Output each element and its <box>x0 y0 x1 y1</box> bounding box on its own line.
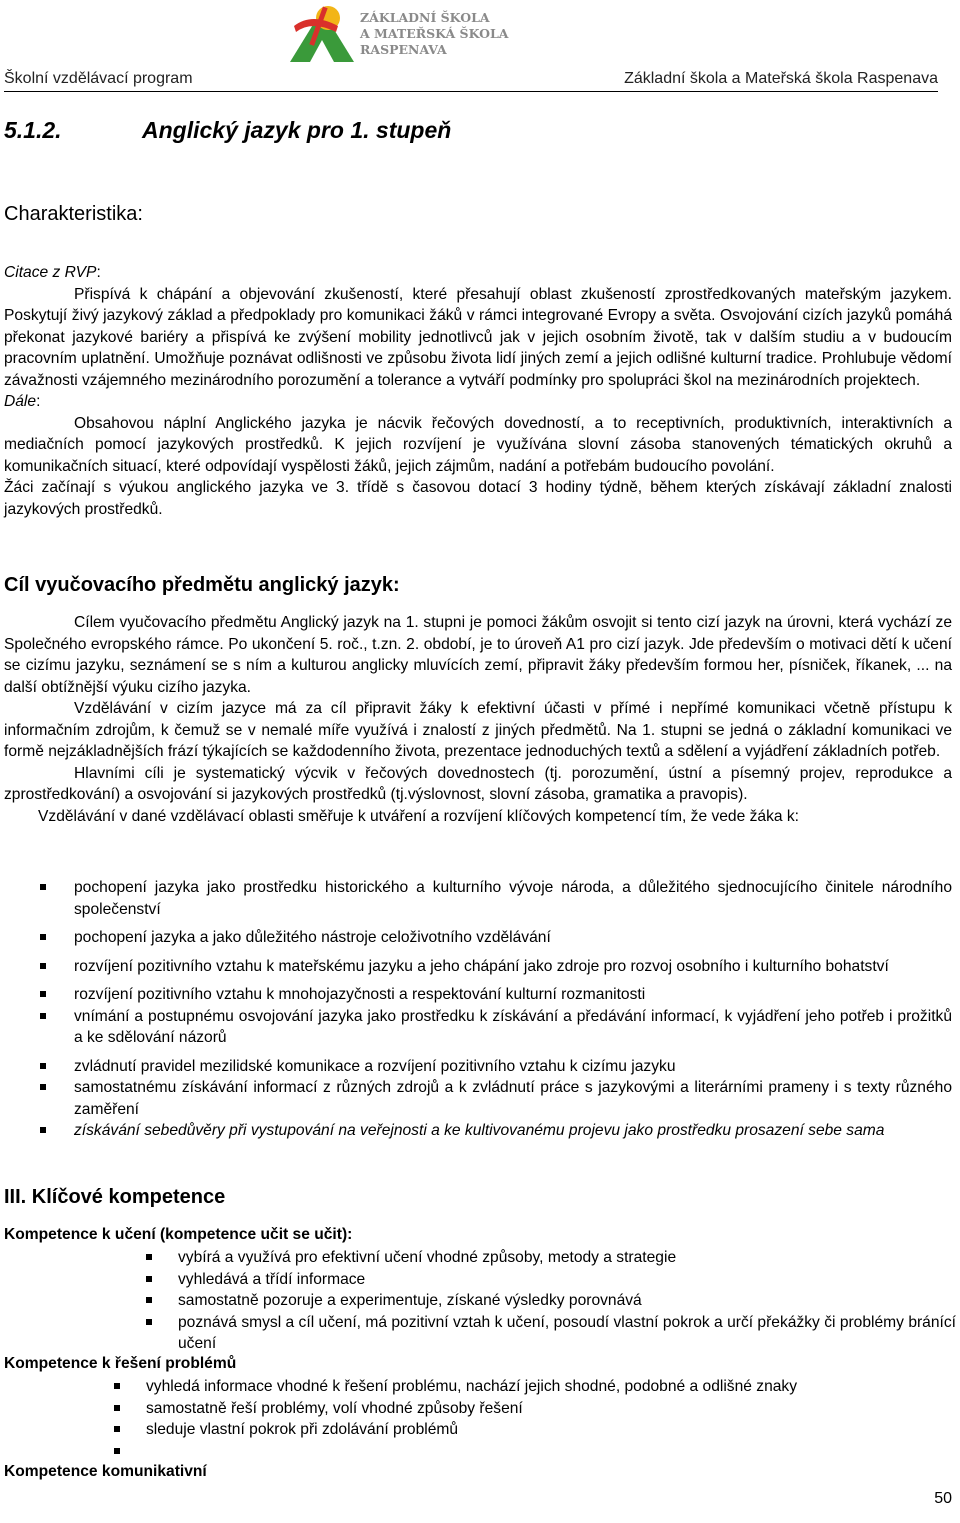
list-item: vyhledá informace vhodné k řešení problému, nachází jejich shodné, podobné a odlišné znaky <box>88 1376 956 1398</box>
section-title <box>4 117 451 144</box>
list-item <box>88 1441 956 1463</box>
list-item: pochopení jazyka a jako důležitého nástroje celoživotního vzdělávání <box>4 927 952 949</box>
citation-label: Citace z RVP <box>4 264 97 281</box>
goal-list <box>4 877 952 1149</box>
bullet-icon <box>40 1084 46 1090</box>
start-paragraph: Žáci začínají s výukou anglického jazyka ve 3. třídě s časovou dotací 3 hodiny týdně, během kterých získávají základní znalosti jazykových prostředků. <box>4 479 952 518</box>
list-item: samostatně pozoruje a experimentuje, získané výsledky porovnává <box>120 1290 956 1312</box>
list-item: získávání sebedůvěry při vystupování na veřejnosti a ke kultivovanému projevu jako prostředku prosazení sebe sama <box>4 1120 952 1142</box>
list-item: sleduje vlastní pokrok při zdolávání problémů <box>88 1419 956 1441</box>
bullet-icon <box>114 1448 120 1454</box>
section-number: 5.1.2. <box>4 117 62 143</box>
bullet-icon <box>114 1426 120 1432</box>
goal-paragraph-3: Hlavními cíli je systematický výcvik v řečových dovednostech (tj. porozumění, ústní a písemný projev, reprodukce a zprostředkování) a osvojování si jazykových prostředků (tj.výslovnost, slovní zásoba, gramatika a pravopis). <box>4 764 952 803</box>
bullet-icon <box>40 1063 46 1069</box>
logo-emblem-icon <box>282 2 362 72</box>
goal-lead: Vzdělávání v dané vzdělávací oblasti směřuje k utváření a rozvíjení klíčových kompetencí tím, že vede žáka k: <box>38 807 799 825</box>
further-label-line: Dále: <box>4 393 41 410</box>
list-item: vyhledává a třídí informace <box>120 1269 956 1291</box>
goal-paragraph-2: Vzdělávání v cizím jazyce má za cíl připravit žáky k efektivní účasti v přímé i nepřímé komunikaci včetně přístupu k informačním zdrojům, k čemuž se v nemalé míře využívá i znalostí z jiných předmětů. Na 1. stupni se jedná o základní komunikaci ve formě nejzákladnějších frází týkajících se každodenního života, prezentace jednoduchých textů a sdělení a vyjádření základních potřeb. <box>4 700 952 760</box>
bullet-icon <box>146 1297 152 1303</box>
citation-label-line: Citace z RVP: <box>4 264 101 281</box>
competences-heading: III. Klíčové kompetence <box>4 1186 226 1208</box>
bullet-icon <box>40 1127 46 1133</box>
rvp-paragraph: Přispívá k chápání a objevování zkušeností, které přesahují oblast zkušeností zprostředkovaných mateřským jazykem. Poskytují živý jazykový základ a předpoklady pro komunikaci žáků v rámci integrované Evropy a světa. Osvojování cizích jazyků pomáhá překonat jazykové bariéry a přispívá ke zvýšení mobility jednotlivců jak v jejich osobním životě, tak v dalším studiu a v budoucím pracovním uplatnění. Umožňuje poznávat odlišnosti ve způsobu života lidí jiných zemí a jejich odlišné kulturní tradice. Prohlubuje vědomí závažnosti vzájemného mezinárodního porozumění a tolerance a vytváří podmínky pro spolupráci škol na mezinárodních projektech. <box>4 285 952 389</box>
list-item: pochopení jazyka jako prostředku historického a kulturního vývoje národa, a důležitého sjednocujícího činitele národního společenství <box>4 877 952 920</box>
logo-line-2: A MATEŘSKÁ ŠKOLA <box>360 26 509 41</box>
list-item: rozvíjení pozitivního vztahu k mateřskému jazyku a jeho chápání jako zdroje pro rozvoj osobního i kulturního bohatství <box>4 956 952 978</box>
bullet-icon <box>114 1405 120 1411</box>
list-item: zvládnutí pravidel mezilidské komunikace a rozvíjení pozitivního vztahu k cizímu jazyku <box>4 1056 952 1078</box>
bullet-icon <box>40 934 46 940</box>
bullet-icon <box>40 1013 46 1019</box>
list-item: samostatnému získávání informací z různých zdrojů a k zvládnutí práce s jazykovými a literárními prameny i s texty různého zaměření <box>4 1077 952 1120</box>
characteristics-heading: Charakteristika: <box>4 203 143 225</box>
header-school-name: Základní škola a Mateřská škola Raspenava <box>624 70 938 87</box>
bullet-icon <box>40 884 46 890</box>
characteristics-body <box>4 262 952 520</box>
header-divider <box>4 91 938 92</box>
bullet-icon <box>146 1254 152 1260</box>
problem-competence-title: Kompetence k řešení problémů <box>4 1355 237 1372</box>
bullet-icon <box>146 1319 152 1325</box>
logo-line-3: RASPENAVA <box>360 42 447 57</box>
goal-body <box>4 612 952 827</box>
bullet-icon <box>146 1276 152 1282</box>
bullet-icon <box>114 1383 120 1389</box>
section-title-text: Anglický jazyk pro 1. stupeň <box>142 117 452 143</box>
page-number: 50 <box>934 1490 952 1507</box>
goal-heading: Cíl vyučovacího předmětu anglický jazyk: <box>4 574 400 596</box>
problem-competence-list <box>88 1376 956 1462</box>
list-item: vnímání a postupnému osvojování jazyka jako prostředku k získávání a předávání informací, k vyjádření jeho potřeb i prožitků a ke sdělování názorů <box>4 1006 952 1049</box>
list-item: vybírá a využívá pro efektivní učení vhodné způsoby, metody a strategie <box>120 1247 956 1269</box>
further-label: Dále <box>4 393 37 410</box>
logo-text <box>360 10 509 58</box>
further-paragraph: Obsahovou náplní Anglického jazyka je nácvik řečových dovedností, a to receptivních, produktivních, interaktivních a mediačních pomocí jazykových prostředků. K jejich rozvíjení je využívána slovní zásoba stanovených tématických okruhů a komunikačních situací, které odpovídají vyspělosti žáků, jejich zájmům, nadání a potřebám budoucího povolání. <box>4 414 952 475</box>
bullet-icon <box>40 991 46 997</box>
list-item: poznává smysl a cíl učení, má pozitivní vztah k učení, posoudí vlastní pokrok a určí překážky či problémy bránící učení <box>120 1312 956 1355</box>
communication-competence-title: Kompetence komunikativní <box>4 1463 207 1480</box>
goal-paragraph-1: Cílem vyučovacího předmětu Anglický jazyk na 1. stupni je pomoci žákům osvojit si tento cizí jazyk na úrovni, která vychází ze Společného evropského rámce. Po ukončení 5. roč., t.zn. 2. období, je to úroveň A1 pro cizí jazyk. Jde především o motivaci dětí k učení se cizímu jazyku, seznámení se s ním a kulturou anglicky mluvících zemí, připravit žáky především formou her, písniček, říkanek, ... na další obtížnější výuku cizího jazyka. <box>4 614 952 696</box>
school-logo <box>282 2 522 72</box>
learning-competence-list <box>120 1247 956 1355</box>
header-program-title: Školní vzdělávací program <box>4 70 193 87</box>
logo-line-1: ZÁKLADNÍ ŠKOLA <box>360 10 490 25</box>
list-item: samostatně řeší problémy, volí vhodné způsoby řešení <box>88 1398 956 1420</box>
list-item: rozvíjení pozitivního vztahu k mnohojazyčnosti a respektování kulturní rozmanitosti <box>4 984 952 1006</box>
learning-competence-title: Kompetence k učení (kompetence učit se učit): <box>4 1226 353 1243</box>
bullet-icon <box>40 963 46 969</box>
